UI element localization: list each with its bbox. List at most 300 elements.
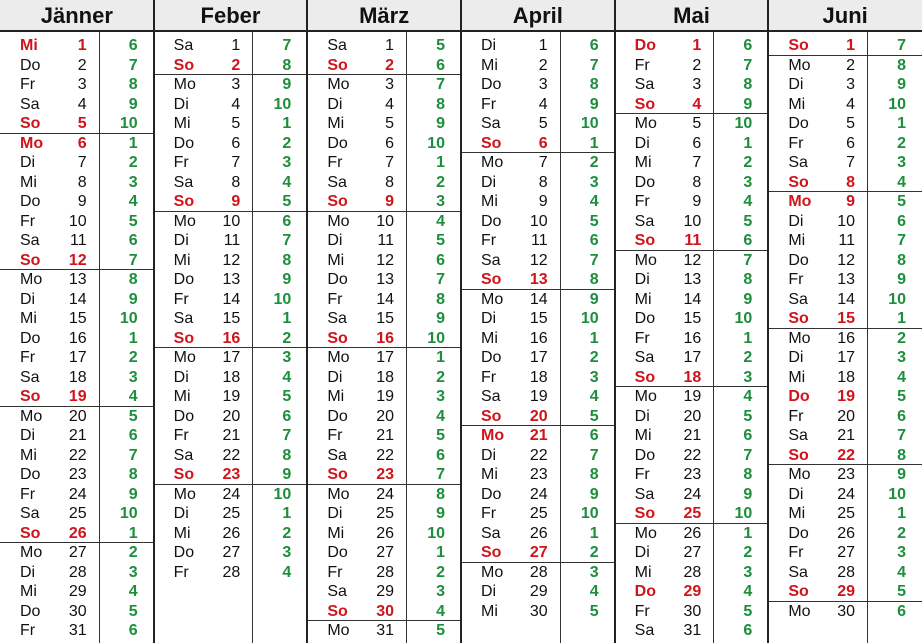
day-number: 27 [376, 544, 394, 561]
day-row [461, 543, 615, 563]
day-number: 6 [385, 134, 394, 152]
day-number: 27 [683, 544, 702, 561]
week-number: 3 [589, 368, 599, 386]
week-number: 5 [128, 602, 138, 620]
weekday-label: So [634, 95, 656, 113]
weekday-label: Mi [788, 95, 806, 113]
day-row [615, 368, 769, 388]
week-number: 2 [128, 349, 138, 366]
weekday-label: Mi [327, 524, 345, 542]
weekday-label: So [173, 466, 195, 483]
day-number: 25 [222, 505, 241, 522]
day-row [307, 192, 461, 212]
day-number: 3 [77, 76, 87, 93]
day-number: 17 [376, 349, 394, 366]
week-number: 4 [743, 388, 753, 405]
day-row [154, 524, 308, 544]
day-number: 15 [376, 310, 394, 327]
weekday-label: Fr [788, 407, 804, 425]
week-number: 5 [897, 388, 906, 405]
day-number: 20 [376, 407, 394, 425]
weekday-label: Do [481, 485, 502, 503]
day-number: 12 [529, 251, 548, 269]
week-number: 3 [743, 173, 753, 191]
weekday-label: Fr [327, 154, 343, 171]
day-number: 2 [538, 56, 548, 74]
day-row [615, 465, 769, 485]
day-row [307, 543, 461, 563]
week-number: 1 [743, 524, 753, 542]
day-row [461, 290, 615, 310]
day-row [0, 75, 154, 95]
day-number: 19 [837, 388, 855, 405]
week-number: 7 [128, 251, 138, 269]
week-number: 9 [128, 95, 138, 113]
day-row [461, 134, 615, 154]
weekday-label: Fr [481, 368, 497, 386]
weekday-label: Mi [634, 290, 652, 308]
week-number: 5 [589, 407, 599, 425]
day-row [154, 251, 308, 271]
day-row [461, 329, 615, 349]
weekday-label: Fr [20, 349, 36, 366]
weekday-label: Do [327, 407, 348, 425]
day-row [154, 192, 308, 212]
day-number: 8 [846, 173, 855, 191]
day-number: 10 [683, 212, 702, 230]
day-row [0, 348, 154, 368]
weekday-label: Fr [481, 232, 497, 249]
weekday-label: Di [634, 407, 650, 425]
day-row [768, 173, 922, 193]
day-number: 20 [68, 407, 87, 425]
day-row [615, 231, 769, 251]
weekday-label: Di [20, 290, 36, 308]
month-divider [460, 0, 462, 643]
weekday-label: Mi [173, 524, 191, 542]
day-number: 25 [683, 505, 702, 522]
day-row [307, 446, 461, 466]
week-number: 5 [436, 622, 445, 639]
weekday-label: Mo [173, 212, 196, 230]
day-number: 23 [68, 466, 87, 483]
day-number: 22 [376, 446, 394, 464]
day-row [461, 36, 615, 56]
day-row [307, 114, 461, 134]
day-row [0, 309, 154, 329]
weekday-label: Mo [20, 134, 44, 152]
day-row [768, 134, 922, 154]
day-number: 27 [222, 544, 241, 561]
day-row [307, 387, 461, 407]
weekday-label: Mo [327, 485, 350, 503]
day-row [307, 329, 461, 349]
day-number: 30 [68, 602, 87, 620]
day-number: 19 [529, 388, 548, 405]
day-number: 26 [222, 524, 241, 542]
day-row [615, 563, 769, 583]
day-number: 5 [538, 115, 548, 132]
day-number: 1 [77, 37, 87, 54]
weekday-label: Mi [20, 37, 38, 54]
week-number: 4 [436, 407, 445, 425]
day-row [154, 270, 308, 290]
weekday-label: Mi [327, 251, 345, 269]
month-title: April [461, 0, 615, 32]
weekday-label: Do [327, 134, 348, 152]
day-row [615, 251, 769, 271]
week-number: 4 [128, 583, 138, 600]
day-row [461, 95, 615, 115]
week-number: 6 [128, 622, 138, 639]
day-number: 18 [529, 368, 548, 386]
week-number: 10 [888, 95, 906, 113]
weekday-label: Fr [173, 154, 189, 171]
day-number: 11 [838, 232, 855, 249]
day-row [615, 504, 769, 524]
day-row [307, 621, 461, 641]
weekday-label: Fr [327, 427, 343, 444]
weekday-label: So [20, 251, 41, 269]
week-number: 8 [436, 290, 445, 308]
day-row [615, 602, 769, 622]
week-number: 10 [580, 310, 599, 327]
day-row [0, 290, 154, 310]
day-row [615, 524, 769, 544]
weekday-label: So [327, 329, 348, 347]
weekday-label: Do [481, 76, 502, 93]
weekday-label: So [788, 583, 809, 600]
day-row [768, 231, 922, 251]
day-row [615, 95, 769, 115]
week-number: 2 [436, 173, 445, 191]
week-number: 5 [436, 427, 445, 444]
day-number: 3 [385, 76, 394, 93]
weekday-label: Fr [327, 563, 343, 581]
week-number: 9 [897, 271, 906, 288]
weekday-label: So [173, 193, 195, 210]
week-number: 7 [282, 427, 292, 444]
day-number: 21 [683, 427, 702, 444]
month-title: Mai [615, 0, 769, 32]
week-number: 2 [282, 524, 292, 542]
day-number: 13 [222, 271, 241, 288]
day-number: 6 [231, 134, 241, 152]
day-row [154, 114, 308, 134]
day-number: 28 [683, 563, 702, 581]
weekday-label: Fr [481, 505, 497, 522]
weekday-label: Di [327, 95, 343, 113]
weekday-label: Mo [634, 251, 657, 269]
day-row [461, 582, 615, 602]
week-number: 4 [128, 388, 138, 405]
weekday-label: Mi [20, 310, 37, 327]
day-row [768, 290, 922, 310]
week-number: 8 [436, 485, 445, 503]
weekday-label: Di [788, 212, 804, 230]
week-number: 2 [282, 134, 292, 152]
weekday-label: Mo [481, 427, 505, 444]
day-row [154, 36, 308, 56]
day-number: 10 [222, 212, 241, 230]
weekday-label: So [634, 232, 656, 249]
week-number: 3 [282, 349, 292, 366]
day-row [307, 75, 461, 95]
weekday-label: So [20, 115, 41, 132]
weekday-label: Do [173, 134, 195, 152]
weekday-label: Mi [20, 583, 37, 600]
month-divider [614, 0, 616, 643]
weekday-label: Fr [634, 602, 650, 620]
week-number: 5 [436, 232, 445, 249]
weekday-label: So [481, 407, 502, 425]
week-number: 4 [897, 173, 906, 191]
weekday-label: Di [634, 134, 650, 152]
week-number: 6 [436, 56, 445, 74]
weekday-label: Di [481, 583, 497, 600]
week-number: 7 [589, 251, 599, 269]
day-number: 7 [231, 154, 241, 171]
day-row [0, 387, 154, 407]
day-number: 12 [222, 251, 241, 269]
day-row [768, 368, 922, 388]
weekday-label: So [481, 134, 502, 152]
weekday-label: Di [788, 349, 804, 366]
weekday-label: Mo [20, 407, 43, 425]
week-number: 9 [282, 76, 292, 93]
day-number: 6 [538, 134, 548, 152]
day-row [0, 368, 154, 388]
weekday-label: Di [20, 154, 36, 171]
day-number: 1 [538, 37, 548, 54]
day-row [461, 173, 615, 193]
day-row [307, 348, 461, 368]
day-row [461, 153, 615, 173]
day-row [461, 368, 615, 388]
weekday-label: Mo [173, 485, 196, 503]
weekday-label: Do [20, 329, 41, 347]
week-number: 8 [436, 95, 445, 113]
day-row [615, 192, 769, 212]
day-number: 21 [68, 427, 87, 444]
day-row [0, 192, 154, 212]
day-number: 3 [846, 76, 855, 93]
weekday-label: Do [634, 310, 656, 327]
day-number: 10 [837, 212, 855, 230]
weekday-label: Di [788, 485, 804, 503]
day-number: 15 [837, 310, 855, 327]
day-row [768, 446, 922, 466]
week-number: 10 [427, 524, 445, 542]
week-number: 1 [589, 134, 599, 152]
day-row [768, 192, 922, 212]
weekday-label: Di [481, 37, 497, 54]
day-number: 4 [385, 95, 394, 113]
week-number: 2 [743, 154, 753, 171]
day-number: 6 [846, 134, 855, 152]
week-number: 7 [589, 56, 599, 74]
day-number: 21 [222, 427, 241, 444]
weekday-label: Sa [788, 563, 808, 581]
day-row [615, 114, 769, 134]
week-number: 3 [897, 544, 906, 561]
day-number: 16 [222, 329, 241, 347]
day-row [768, 504, 922, 524]
week-number: 7 [897, 232, 906, 249]
weekday-label: Sa [173, 310, 194, 327]
week-number: 6 [589, 232, 599, 249]
day-row [615, 329, 769, 349]
day-number: 3 [538, 76, 548, 93]
weekday-label: Do [788, 115, 809, 132]
week-number: 5 [743, 407, 753, 425]
week-number: 8 [589, 76, 599, 93]
weekday-label: Di [481, 310, 497, 327]
weekday-label: So [481, 271, 502, 288]
week-number: 1 [436, 349, 445, 366]
day-number: 11 [531, 232, 548, 249]
day-row [0, 543, 154, 563]
week-number: 10 [273, 95, 292, 113]
day-number: 4 [77, 95, 87, 113]
day-row [461, 387, 615, 407]
weekday-label: Mi [20, 446, 37, 464]
week-number: 3 [128, 173, 138, 191]
day-number: 16 [529, 329, 548, 347]
day-number: 20 [683, 407, 702, 425]
weekday-label: Di [327, 505, 343, 522]
day-number: 12 [376, 251, 394, 269]
day-number: 14 [529, 290, 548, 308]
day-row [0, 563, 154, 583]
day-number: 13 [837, 271, 855, 288]
week-number: 3 [282, 544, 292, 561]
week-number: 3 [282, 154, 292, 171]
week-number: 1 [128, 329, 138, 347]
week-number: 1 [436, 154, 445, 171]
day-number: 18 [222, 368, 241, 386]
day-number: 26 [68, 524, 87, 542]
day-row [768, 270, 922, 290]
day-number: 15 [68, 310, 87, 327]
week-number: 8 [589, 271, 599, 288]
weekday-label: So [327, 193, 348, 210]
day-number: 30 [376, 602, 394, 620]
day-number: 15 [222, 310, 241, 327]
week-number: 1 [128, 524, 138, 542]
day-row [0, 426, 154, 446]
weekday-label: Di [634, 271, 650, 288]
weekday-label: Mi [634, 154, 652, 171]
day-number: 2 [385, 56, 394, 74]
week-number: 7 [589, 446, 599, 464]
day-row [154, 446, 308, 466]
day-row [461, 465, 615, 485]
week-number: 5 [743, 212, 753, 230]
month-title: März [307, 0, 461, 32]
day-row [0, 95, 154, 115]
day-row [307, 563, 461, 583]
day-row [461, 504, 615, 524]
day-row [154, 134, 308, 154]
day-row [615, 582, 769, 602]
day-row [768, 602, 922, 622]
day-number: 6 [77, 134, 87, 152]
weekday-label: Mo [634, 524, 657, 542]
weekday-label: Fr [788, 271, 804, 288]
weekday-label: Mo [481, 563, 504, 581]
day-row [307, 251, 461, 271]
week-number: 4 [589, 583, 599, 600]
day-number: 26 [376, 524, 394, 542]
day-number: 18 [68, 368, 87, 386]
day-number: 18 [837, 368, 855, 386]
day-number: 28 [222, 563, 241, 581]
day-number: 16 [68, 329, 87, 347]
day-row [0, 407, 154, 427]
day-number: 11 [684, 232, 702, 249]
day-number: 31 [68, 622, 87, 639]
day-number: 28 [376, 563, 394, 581]
day-number: 20 [837, 407, 855, 425]
week-number: 6 [743, 37, 753, 54]
day-number: 17 [683, 349, 702, 366]
weekday-label: Fr [20, 212, 36, 230]
weekday-label: Mo [20, 271, 43, 288]
weekday-label: Fr [173, 563, 189, 581]
day-number: 25 [68, 505, 87, 522]
day-row [307, 524, 461, 544]
weekday-label: Do [634, 173, 656, 191]
week-number: 2 [436, 563, 445, 581]
day-number: 8 [231, 173, 241, 191]
week-number: 7 [897, 37, 906, 54]
week-number: 9 [743, 290, 753, 308]
weekday-label: Fr [788, 544, 804, 561]
week-number: 10 [119, 505, 138, 522]
day-row [461, 270, 615, 290]
day-row [307, 582, 461, 602]
weekday-label: Mo [173, 349, 196, 366]
day-row [768, 543, 922, 563]
week-number: 9 [589, 290, 599, 308]
weekday-label: Sa [634, 212, 655, 230]
weekday-label: Mo [788, 56, 811, 74]
day-row [0, 465, 154, 485]
day-number: 14 [683, 290, 702, 308]
day-row [0, 251, 154, 271]
weekday-label: Mo [327, 212, 350, 230]
week-number: 5 [897, 193, 906, 210]
day-number: 9 [77, 193, 87, 210]
day-number: 31 [376, 622, 394, 639]
week-number: 9 [128, 290, 138, 308]
day-number: 20 [222, 407, 241, 425]
day-row [307, 231, 461, 251]
weekday-label: Mi [173, 115, 191, 132]
week-number: 7 [282, 232, 292, 249]
day-number: 26 [529, 524, 548, 542]
weekday-label: So [788, 173, 809, 191]
week-number: 1 [897, 505, 906, 522]
week-number: 3 [128, 368, 138, 386]
week-number: 2 [897, 524, 906, 542]
day-row [615, 426, 769, 446]
day-row [0, 602, 154, 622]
week-number: 2 [897, 134, 906, 152]
day-number: 25 [529, 505, 548, 522]
day-row [154, 465, 308, 485]
